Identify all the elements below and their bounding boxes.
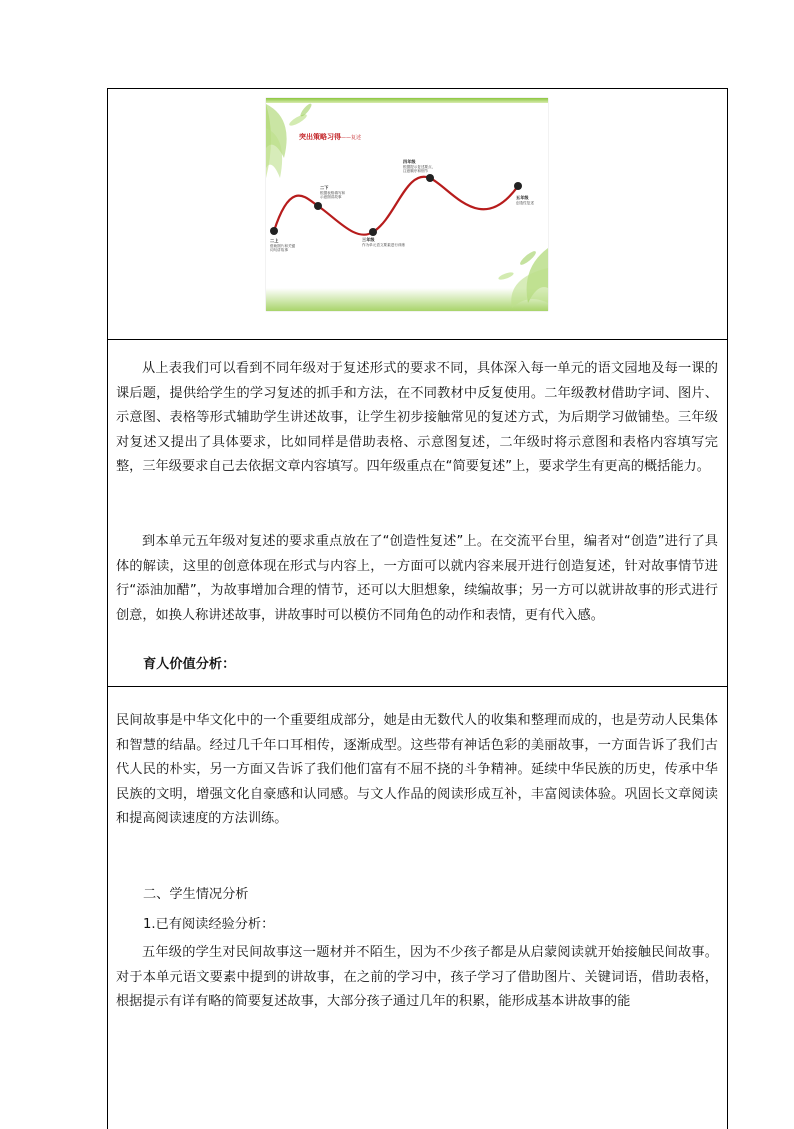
point-marker	[426, 174, 434, 182]
point-marker	[514, 182, 522, 190]
point-label-3: 三年级 作为单元语文要素进行训练	[362, 237, 406, 247]
table-divider	[107, 339, 728, 340]
paragraph-reading-experience: 五年级的学生对民间故事这一题材并不陌生，因为不少孩子都是从启蒙阅读就开始接触民间故事。对于本单元语文要素中提到的讲故事，在之前的学习中，孩子学习了借助图片、关键词语，借助表格，根据提示有详有略的简要复述故事，大部分孩子通过几年的积累，能形成基本讲故事的能	[116, 945, 718, 1010]
point-label-2: 二下 根据表格填写和 示意图讲故事	[320, 185, 346, 200]
point-marker	[369, 228, 377, 236]
point-marker	[270, 227, 278, 235]
point-marker	[314, 202, 322, 210]
bottom-bar	[266, 288, 548, 311]
point-label-4: 四年级 根据提示复述要点， 注意顺序和细节	[403, 159, 436, 174]
heading-student-analysis: 二、学生情况分析	[143, 887, 249, 902]
heading-education-value: 育人价值分析：	[143, 657, 236, 672]
strategy-slide-image	[266, 98, 548, 311]
point-label-1: 二上 借助图片和关键 词句讲故事	[270, 238, 296, 253]
paragraph-creative-retelling: 到本单元五年级对复述的要求重点放在了“创造性复述”上。在交流平台里，编者对“创造”进行了具体的解读，这里的创意体现在形式与内容上，一方面可以就内容来展开进行创造复述，针对故事情节进行“添油加醋”，为故事增加合理的情节，还可以大胆想象，续编故事；另一方可以就讲故事的形式进行创意，如换人称讲述故事，讲故事时可以模仿不同角色的动作和表情，更有代入感。	[116, 534, 718, 623]
top-bar	[266, 98, 548, 103]
paragraph-folk-story-value: 民间故事是中华文化中的一个重要组成部分，她是由无数代人的收集和整理而成的，也是劳动人民集体和智慧的结晶。经过几千年口耳相传，逐渐成型。这些带有神话色彩的美丽故事，一方面告诉了我们古代人民的朴实，另一方面又告诉了我们他们富有不屈不挠的斗争精神。延续中华民族的历史，传承中华民族的文明，增强文化自豪感和认同感。与文人作品的阅读形成互补，丰富阅读体验。巩固长文章阅读和提高阅读速度的方法训练。	[116, 713, 718, 827]
paragraph-format-comparison: 从上表我们可以看到不同年级对于复述形式的要求不同，具体深入每一单元的语文园地及每一课的课后题，提供给学生的学习复述的抓手和方法，在不同教材中反复使用。二年级教材借助字词、图片、示意图、表格等形式辅助学生讲述故事，让学生初步接触常见的复述方式，为后期学习做铺垫。三年级对复述又提出了具体要求，比如同样是借助表格、示意图复述，二年级时将示意图和表格内容填写完整，三年级要求自己去依据文章内容填写。四年级重点在“简要复述”上，要求学生有更高的概括能力。	[116, 361, 718, 475]
heading-reading-experience: 1.已有阅读经验分析：	[143, 917, 275, 932]
table-divider	[107, 686, 728, 687]
point-label-5: 五年级 创造性复述	[516, 195, 534, 205]
slide-graphic	[266, 98, 548, 311]
slide-title: 突出策略习得——复述	[299, 133, 362, 141]
